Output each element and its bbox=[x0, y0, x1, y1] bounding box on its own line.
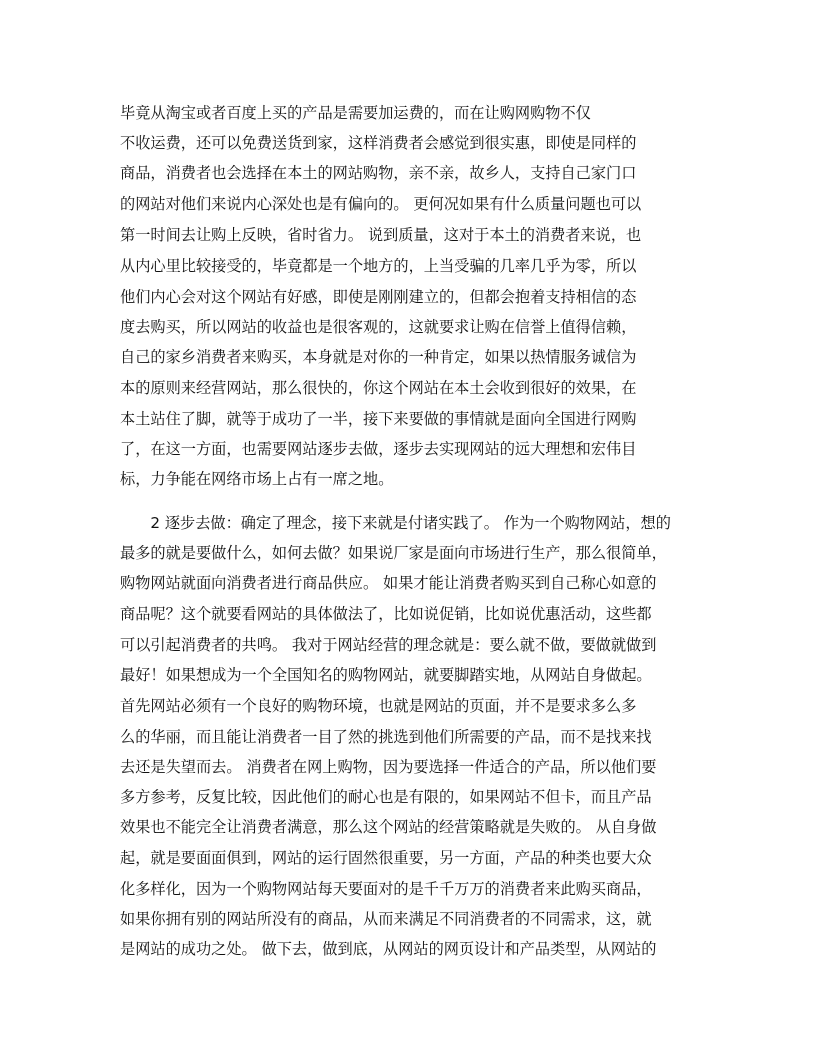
body-text-line: 本土站住了脚，就等于成功了一半，接下来要做的事情就是面向全国进行网购 bbox=[120, 410, 637, 428]
body-text-line: 自己的家乡消费者来购买，本身就是对你的一种肯定，如果以热情服务诚信为 bbox=[120, 348, 637, 366]
body-text-line: 可以引起消费者的共鸣。 我对于网站经营的理念就是：要么就不做，要做就做到 bbox=[120, 636, 657, 654]
body-text-line: 的网站对他们来说内心深处也是有偏向的。 更何况如果有什么质量问题也可以 bbox=[120, 195, 642, 213]
body-text-line: 起，就是要面面俱到，网站的运行固然很重要，另一方面，产品的种类也要大众 bbox=[120, 849, 652, 867]
body-text-line: 化多样化，因为一个购物网站每天要面对的是千千万万的消费者来此购买商品， bbox=[120, 880, 652, 898]
body-text-line: 第一时间去让购上反映，省时省力。 说到质量，这对于本土的消费者来说，也 bbox=[120, 226, 642, 244]
body-text-line: 商品，消费者也会选择在本土的网站购物，亲不亲，故乡人，支持自己家门口 bbox=[120, 164, 637, 182]
body-text-line: 不收运费，还可以免费送货到家，这样消费者会感觉到很实惠，即使是同样的 bbox=[120, 134, 637, 152]
body-text-line: 度去购买，所以网站的收益也是很客观的，这就要求让购在信誉上值得信赖， bbox=[120, 318, 637, 336]
body-text-line: 是网站的成功之处。 做下去，做到底，从网站的网页设计和产品类型，从网站的 bbox=[120, 940, 657, 958]
body-text-line: 从内心里比较接受的，毕竟都是一个地方的，上当受骗的几率几乎为零，所以 bbox=[120, 257, 637, 275]
body-text-line: 毕竟从淘宝或者百度上买的产品是需要加运费的，而在让购网购物不仅 bbox=[120, 104, 591, 122]
body-text-line: 首先网站必须有一个良好的购物环境，也就是网站的页面，并不是要求多么多 bbox=[120, 697, 637, 715]
body-text-line: 他们内心会对这个网站有好感，即使是刚刚建立的，但都会抱着支持相信的态 bbox=[120, 288, 637, 306]
body-text-line: 标，力争能在网络市场上占有一席之地。 bbox=[120, 470, 394, 488]
body-text-line: 么的华丽，而且能让消费者一目了然的挑选到他们所需要的产品，而不是找来找 bbox=[120, 728, 652, 746]
body-text-line: 2 逐步去做：确定了理念，接下来就是付诸实践了。 作为一个购物网站，想的 bbox=[120, 514, 671, 532]
body-text-line: 购物网站就面向消费者进行商品供应。 如果才能让消费者购买到自己称心如意的 bbox=[120, 574, 657, 592]
body-text-line: 如果你拥有别的网站所没有的商品，从而来满足不同消费者的不同需求，这，就 bbox=[120, 910, 652, 928]
body-text-line: 效果也不能完全让消费者满意，那么这个网站的经营策略就是失败的。 从自身做 bbox=[120, 818, 657, 836]
body-text-line: 本的原则来经营网站，那么很快的，你这个网站在本土会收到很好的效果，在 bbox=[120, 379, 637, 397]
body-text-line: 去还是失望而去。 消费者在网上购物，因为要选择一件适合的产品，所以他们要 bbox=[120, 758, 657, 776]
body-text-line: 最多的就是要做什么，如何去做？如果说厂家是面向市场进行生产，那么很简单， bbox=[120, 544, 667, 562]
body-text-line: 最好！如果想成为一个全国知名的购物网站，就要脚踏实地，从网站自身做起。 bbox=[120, 666, 652, 684]
body-text-line: 了，在这一方面，也需要网站逐步去做，逐步去实现网站的远大理想和宏伟目 bbox=[120, 440, 637, 458]
body-text-line: 商品呢？这个就要看网站的具体做法了，比如说促销，比如说优惠活动，这些都 bbox=[120, 605, 652, 623]
body-text-line: 多方参考，反复比较，因此他们的耐心也是有限的，如果网站不但卡，而且产品 bbox=[120, 788, 652, 806]
